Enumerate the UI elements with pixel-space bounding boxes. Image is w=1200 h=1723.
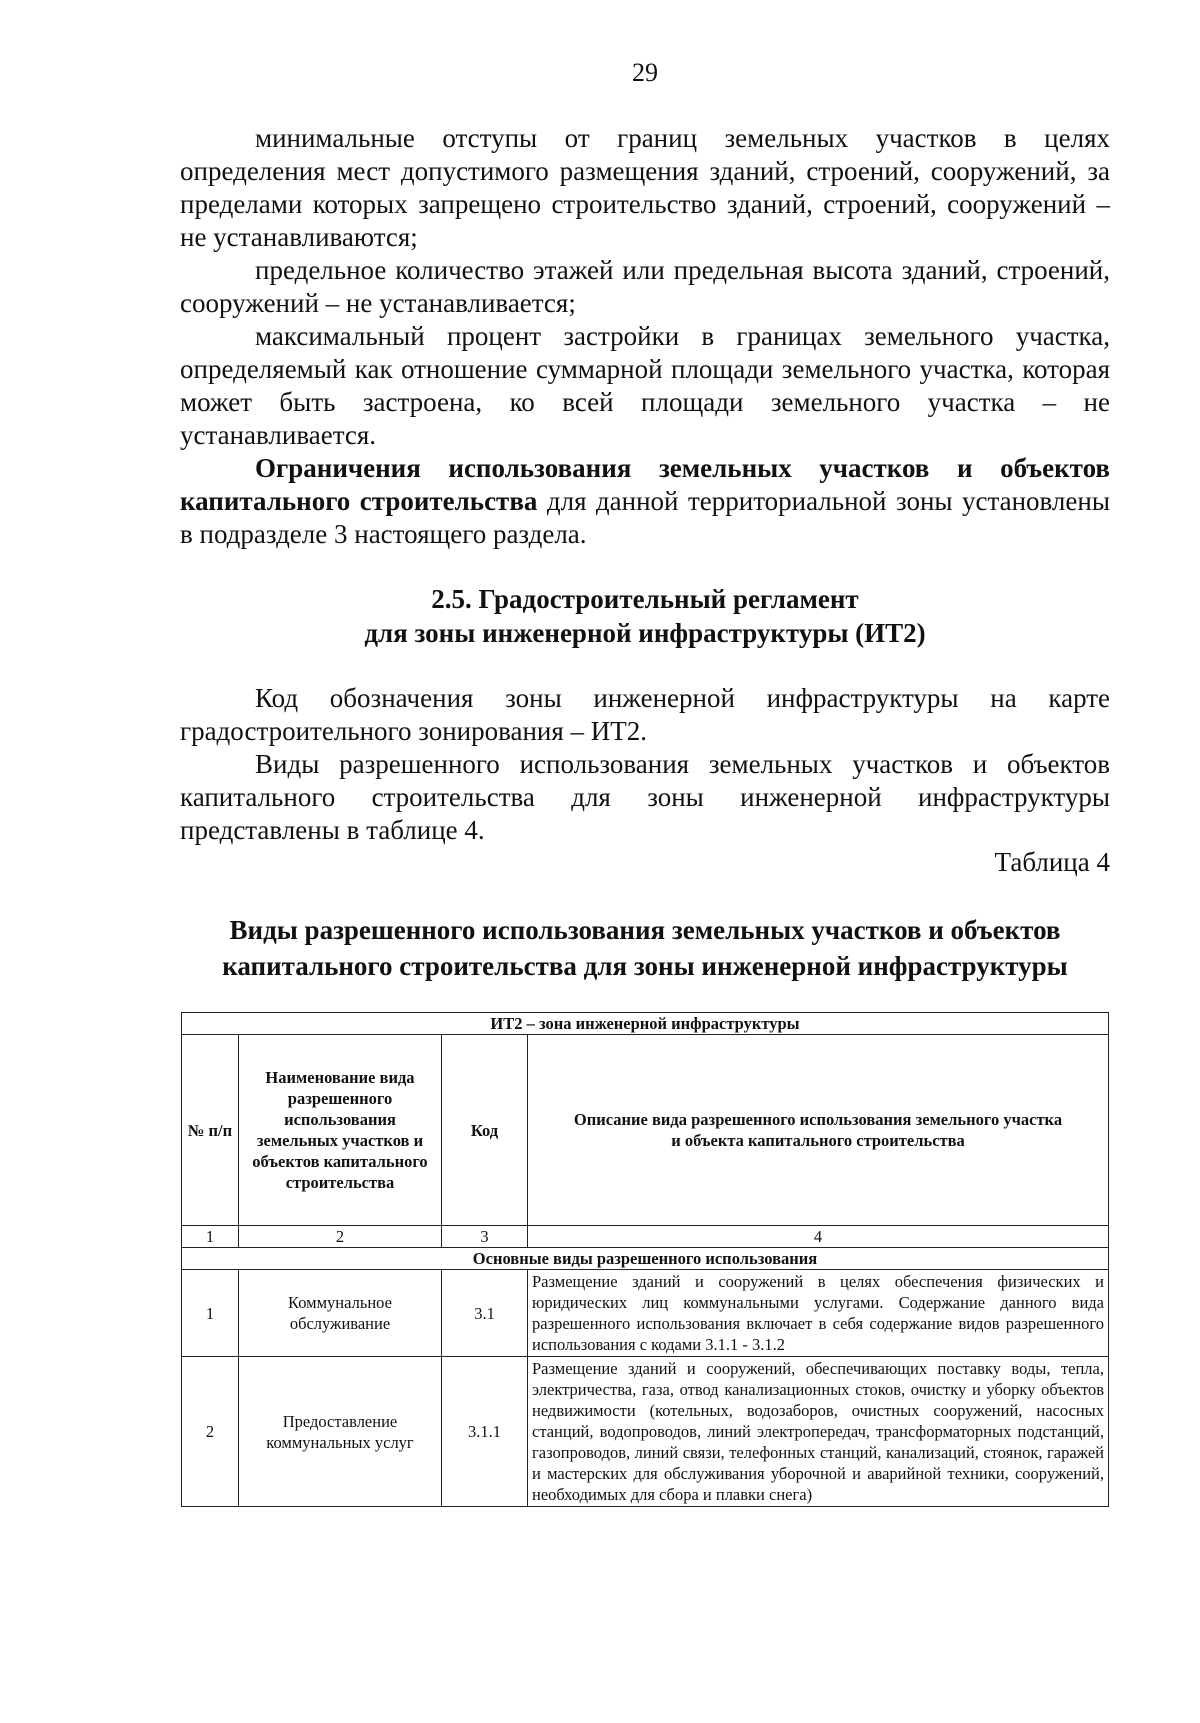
paragraph-restrictions [180, 452, 1110, 551]
section-title [180, 582, 1110, 650]
table-label: Таблица 4 [994, 847, 1110, 877]
group-header-cell: Основные виды разрешенного использования [182, 1248, 1109, 1270]
paragraph-floors: предельное количество этажей или предельная высота зданий, строений, сооружений – не устанавливается; [180, 255, 1110, 318]
table-row [182, 1357, 1109, 1507]
body-text-top [180, 122, 1110, 551]
column-number-cell: 4 [528, 1226, 1109, 1248]
body-text-section [180, 682, 1110, 847]
section-title-line1: 2.5. Градостроительный регламент [431, 584, 859, 614]
column-header-desc: Описание вида разрешенного использования земельного участка и объекта капитального строительства [528, 1035, 1109, 1226]
column-header-name: Наименование вида разрешенного использования земельных участков и объектов капитального строительства [239, 1035, 442, 1226]
column-header-row [182, 1035, 1109, 1226]
page-number: 29 [632, 58, 658, 87]
column-number-cell: 3 [442, 1226, 528, 1248]
group-header-row [182, 1248, 1109, 1270]
column-number-cell: 1 [182, 1226, 239, 1248]
column-header-num: № п/п [182, 1035, 239, 1226]
row-code: 3.1.1 [442, 1357, 528, 1507]
row-name: Коммунальное обслуживание [239, 1270, 442, 1357]
row-num: 2 [182, 1357, 239, 1507]
paragraph-coverage: максимальный процент застройки в границах земельного участка, определяемый как отношение суммарной площади земельного участка, которая может быть застроена, ко всей площади земельного участка – не устанавливается. [180, 321, 1110, 450]
row-code: 3.1 [442, 1270, 528, 1357]
row-name: Предоставление коммунальных услуг [239, 1357, 442, 1507]
table-row [182, 1270, 1109, 1357]
zone-header-cell: ИТ2 – зона инженерной инфраструктуры [182, 1013, 1109, 1035]
restrictions-bold-text: Ограничения использования земельных участков и объектов капитального строительства [180, 453, 1110, 516]
zone-header-row [182, 1013, 1109, 1035]
paragraph-zone-code: Код обозначения зоны инженерной инфраструктуры на карте градостроительного зонирования – ИТ2. [180, 683, 1110, 746]
table-title [180, 912, 1110, 984]
restrictions-rest-text: для данной территориальной зоны установлены в подразделе 3 настоящего раздела. [180, 486, 1110, 549]
column-number-cell: 2 [239, 1226, 442, 1248]
section-title-line2: для зоны инженерной инфраструктуры (ИТ2) [364, 618, 926, 648]
row-desc: Размещение зданий и сооружений, обеспечивающих поставку воды, тепла, электричества, газа, отвод канализационных стоков, очистку и уборку объектов недвижимости (котельных, водозаборов, очистных сооружений, насосных станций, водопроводов, линий электропередач, трансформаторных подстанций, газопроводов, линий связи, телефонных станций, канализаций, стоянок, гаражей и мастерских для обслуживания уборочной и аварийной техники, сооружений, необходимых для сбора и плавки снега) [528, 1357, 1109, 1507]
column-numbers-row [182, 1226, 1109, 1248]
column-header-code: Код [442, 1035, 528, 1226]
paragraph-permitted-uses: Виды разрешенного использования земельных участков и объектов капитального строительства для зоны инженерной инфраструктуры представлены в таблице 4. [180, 749, 1110, 845]
table-title-line2: капитального строительства для зоны инженерной инфраструктуры [222, 951, 1068, 981]
table-title-line1: Виды разрешенного использования земельных участков и объектов [229, 915, 1061, 945]
permitted-uses-table [181, 1012, 1109, 1507]
row-num: 1 [182, 1270, 239, 1357]
row-desc: Размещение зданий и сооружений в целях обеспечения физических и юридических лиц коммунальными услугами. Содержание данного вида разрешенного использования включает в себя содержание видов разрешенного использования с кодами 3.1.1 - 3.1.2 [528, 1270, 1109, 1357]
paragraph-setbacks: минимальные отступы от границ земельных участков в целях определения мест допустимого размещения зданий, строений, сооружений, за пределами которых запрещено строительство зданий, строений, сооружений – не устанавливаются; [180, 123, 1110, 252]
